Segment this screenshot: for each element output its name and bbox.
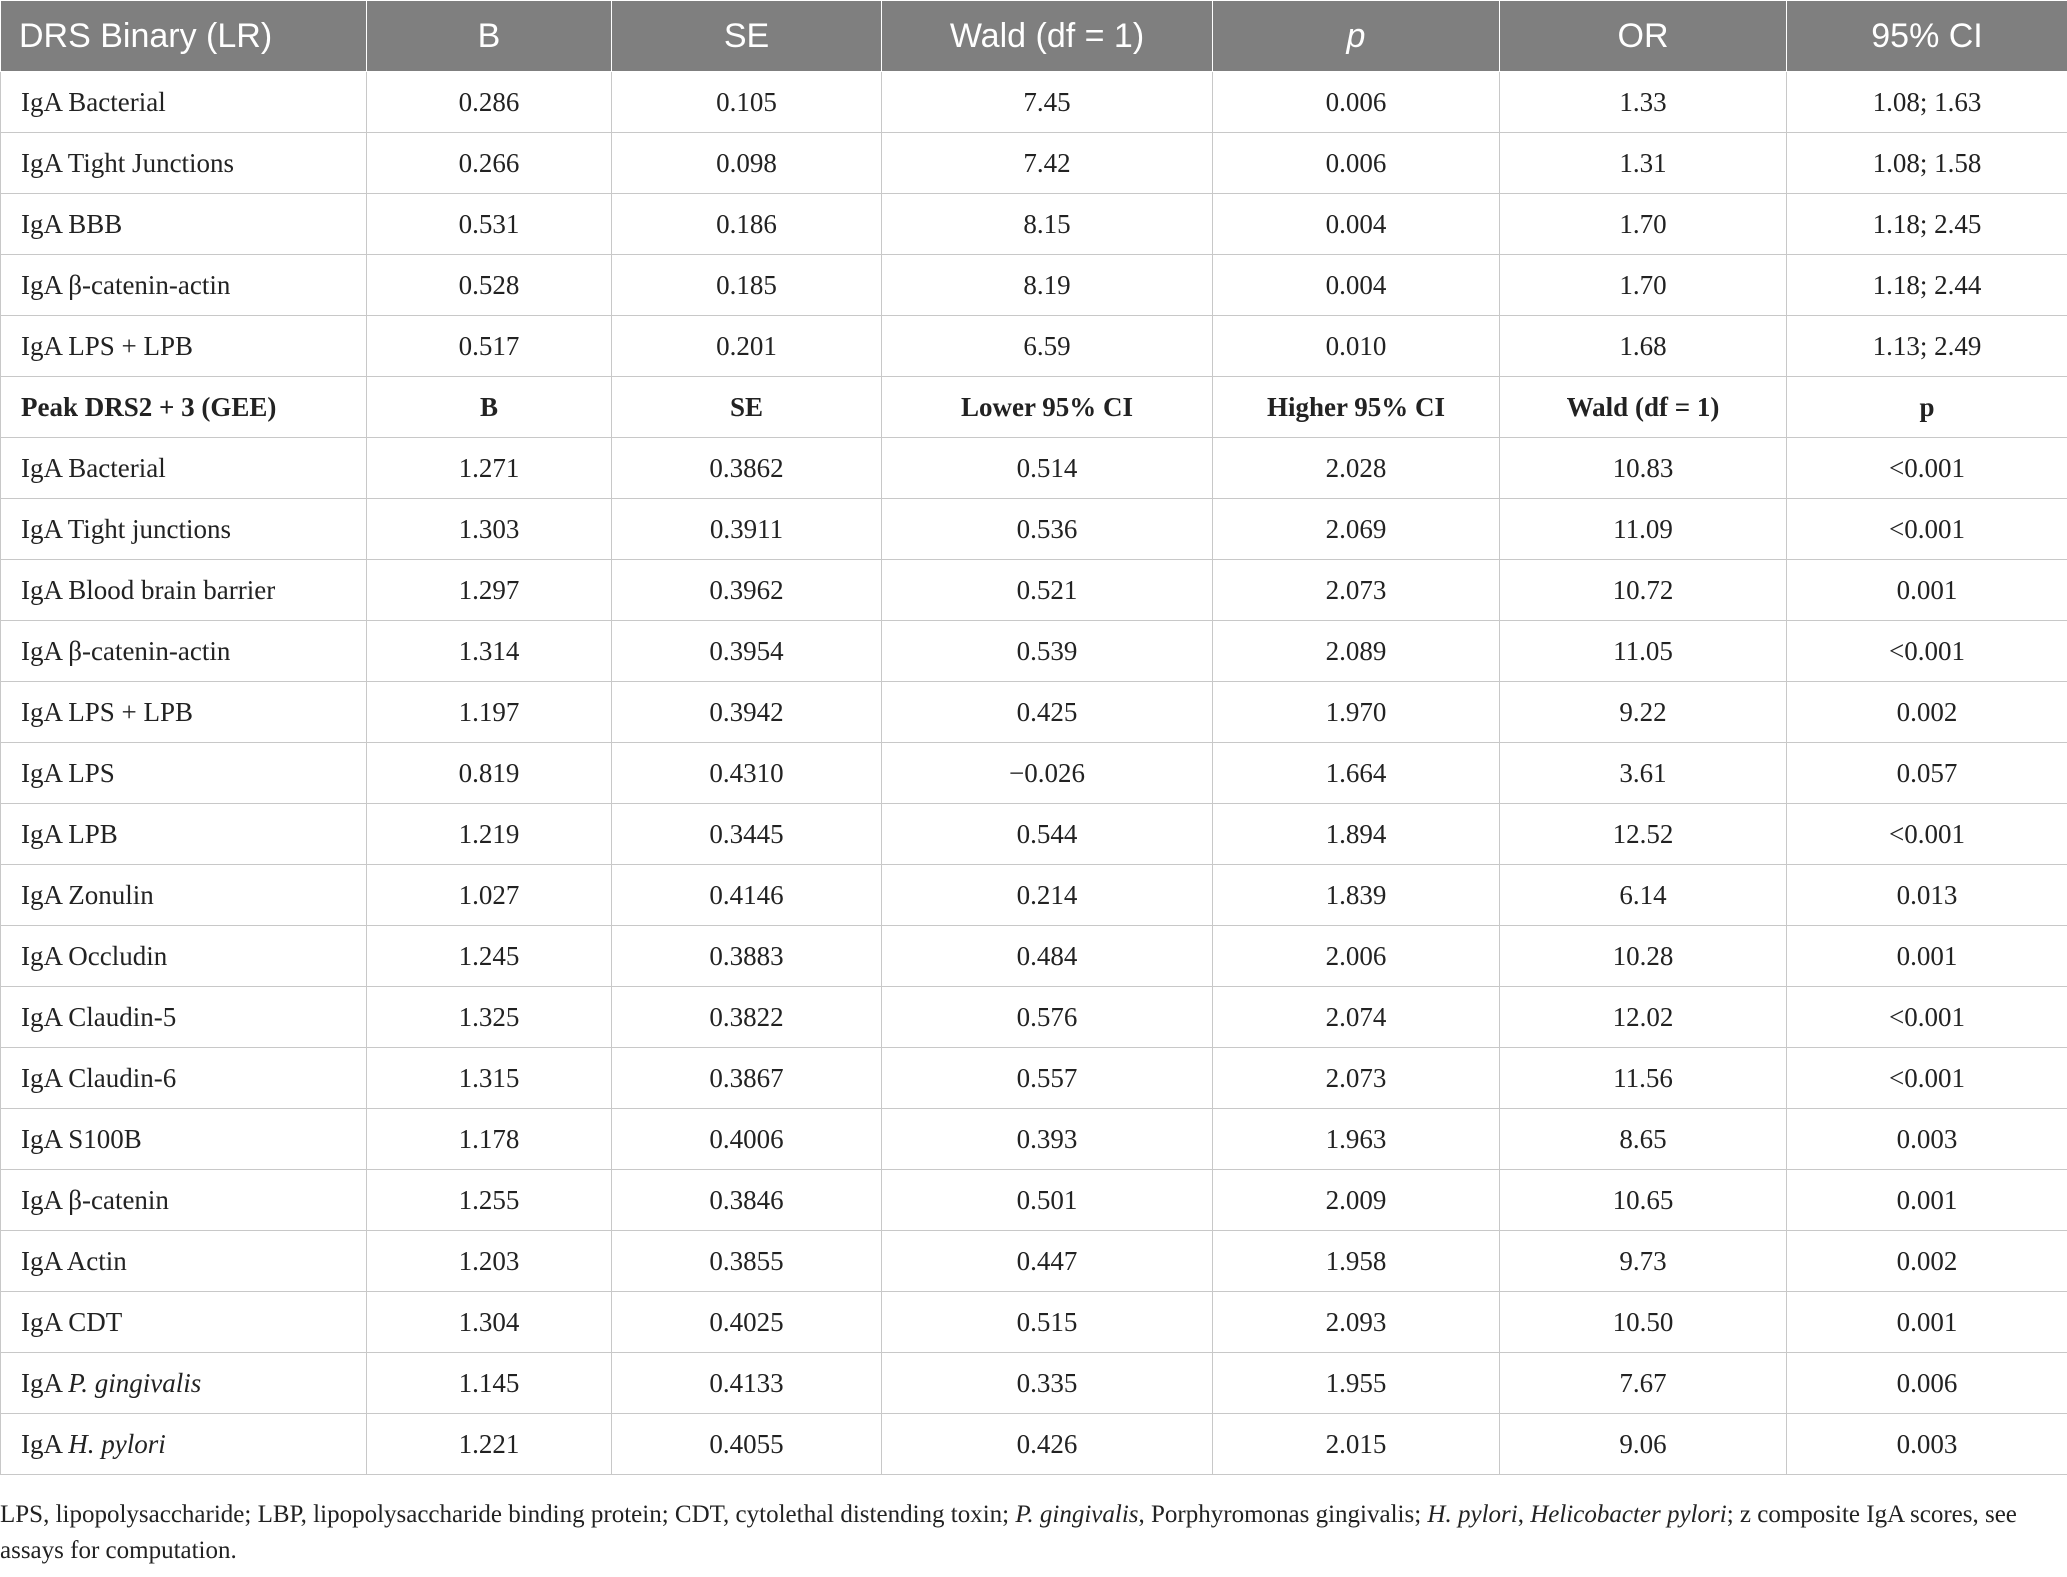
table-cell: 1.221 (367, 1414, 612, 1475)
header-cell: p (1213, 1, 1500, 72)
table-cell: 1.271 (367, 438, 612, 499)
table-cell: 0.4006 (612, 1109, 882, 1170)
table-cell: 0.501 (882, 1170, 1213, 1231)
table-cell: 0.001 (1787, 1170, 2067, 1231)
table-cell: <0.001 (1787, 1048, 2067, 1109)
table-cell: 0.576 (882, 987, 1213, 1048)
table-cell: SE (612, 377, 882, 438)
species-name: P. gingivalis (68, 1367, 202, 1398)
footnote-text: , Porphyromonas gingivalis; (1138, 1501, 1428, 1528)
table-row (1, 1353, 2067, 1414)
table-cell: 1.314 (367, 621, 612, 682)
table-cell: 2.015 (1213, 1414, 1500, 1475)
table-cell: 0.201 (612, 316, 882, 377)
row-label: IgA Bacterial (1, 438, 367, 499)
table-cell: 0.335 (882, 1353, 1213, 1414)
table-cell: −0.026 (882, 743, 1213, 804)
table-row (1, 1292, 2067, 1353)
table-cell: 1.203 (367, 1231, 612, 1292)
row-label: IgA β-catenin-actin (1, 621, 367, 682)
table-cell: 0.001 (1787, 926, 2067, 987)
table-cell: 0.544 (882, 804, 1213, 865)
table-cell: 2.093 (1213, 1292, 1500, 1353)
table-cell: 1.255 (367, 1170, 612, 1231)
row-label: IgA S100B (1, 1109, 367, 1170)
row-label: IgA Claudin-6 (1, 1048, 367, 1109)
table-cell: 1.245 (367, 926, 612, 987)
table-row (1, 499, 2067, 560)
table-cell: 8.65 (1500, 1109, 1787, 1170)
table-cell: 2.006 (1213, 926, 1500, 987)
table-cell: Higher 95% CI (1213, 377, 1500, 438)
table-cell: <0.001 (1787, 804, 2067, 865)
table-cell: 0.4146 (612, 865, 882, 926)
table-cell: 0.531 (367, 194, 612, 255)
table-cell: 0.010 (1213, 316, 1500, 377)
table-cell: 0.4310 (612, 743, 882, 804)
table-cell: 1.33 (1500, 72, 1787, 133)
table-cell: 6.59 (882, 316, 1213, 377)
row-label: IgA Claudin-5 (1, 987, 367, 1048)
table-cell: 0.484 (882, 926, 1213, 987)
row-label: IgA Blood brain barrier (1, 560, 367, 621)
table-cell: 2.074 (1213, 987, 1500, 1048)
header-cell: B (367, 1, 612, 72)
table-cell: 0.536 (882, 499, 1213, 560)
table-cell: 1.027 (367, 865, 612, 926)
row-label: IgA Tight junctions (1, 499, 367, 560)
table-row (1, 255, 2067, 316)
table-cell: 0.003 (1787, 1414, 2067, 1475)
table-cell: 1.31 (1500, 133, 1787, 194)
table-cell: 0.3822 (612, 987, 882, 1048)
header-cell: Wald (df = 1) (882, 1, 1213, 72)
table-cell: 10.65 (1500, 1170, 1787, 1231)
table-cell: 1.178 (367, 1109, 612, 1170)
table-cell: 0.4025 (612, 1292, 882, 1353)
row-label: IgA Zonulin (1, 865, 367, 926)
table-cell: 0.3954 (612, 621, 882, 682)
table-cell: B (367, 377, 612, 438)
table-cell: 0.002 (1787, 1231, 2067, 1292)
table-row (1, 682, 2067, 743)
footnote-text: ; z composite IgA scores, see assays for computation. (0, 1501, 2017, 1564)
row-label: IgA Occludin (1, 926, 367, 987)
table-footnote (0, 1497, 2020, 1569)
table-cell: 1.958 (1213, 1231, 1500, 1292)
table-cell: 2.069 (1213, 499, 1500, 560)
row-label: IgA β-catenin-actin (1, 255, 367, 316)
table-cell: 1.297 (367, 560, 612, 621)
table-cell: 0.214 (882, 865, 1213, 926)
table-cell: p (1787, 377, 2067, 438)
table-row (1, 987, 2067, 1048)
header-cell: 95% CI (1787, 1, 2067, 72)
table-cell: 0.3445 (612, 804, 882, 865)
table-row (1, 1414, 2067, 1475)
table-cell: 1.664 (1213, 743, 1500, 804)
table-cell: Lower 95% CI (882, 377, 1213, 438)
table-cell: 6.14 (1500, 865, 1787, 926)
table-cell: 0.004 (1213, 194, 1500, 255)
table-cell: 0.3846 (612, 1170, 882, 1231)
subheader-row (1, 377, 2067, 438)
table-cell: 0.557 (882, 1048, 1213, 1109)
row-label: IgA Tight Junctions (1, 133, 367, 194)
table-cell: 8.19 (882, 255, 1213, 316)
table-cell: 10.83 (1500, 438, 1787, 499)
row-label: IgA β-catenin (1, 1170, 367, 1231)
table-cell: <0.001 (1787, 438, 2067, 499)
row-label: IgA Actin (1, 1231, 367, 1292)
row-label: IgA LPS + LPB (1, 682, 367, 743)
table-row (1, 804, 2067, 865)
table-cell: Wald (df = 1) (1500, 377, 1787, 438)
table-cell: 8.15 (882, 194, 1213, 255)
table-cell: 0.105 (612, 72, 882, 133)
table-cell: 1.304 (367, 1292, 612, 1353)
table-cell: 0.186 (612, 194, 882, 255)
table-row (1, 194, 2067, 255)
table-cell: 1.303 (367, 499, 612, 560)
table-cell: 1.18; 2.44 (1787, 255, 2067, 316)
species-name: H. pylori (68, 1428, 166, 1459)
row-label: IgA BBB (1, 194, 367, 255)
footnote-text: LPS, lipopolysaccharide; LBP, lipopolysaccharide binding protein; CDT, cytolethal distending toxin; (0, 1501, 1016, 1528)
table-cell: 0.004 (1213, 255, 1500, 316)
table-cell: 11.09 (1500, 499, 1787, 560)
table-cell: <0.001 (1787, 499, 2067, 560)
row-label: Peak DRS2 + 3 (GEE) (1, 377, 367, 438)
table-row (1, 438, 2067, 499)
row-label (1, 1353, 367, 1414)
table-cell: 11.05 (1500, 621, 1787, 682)
table-row (1, 1109, 2067, 1170)
table-cell: 0.3962 (612, 560, 882, 621)
row-label: IgA Bacterial (1, 72, 367, 133)
table-cell: 1.325 (367, 987, 612, 1048)
row-label: IgA LPS (1, 743, 367, 804)
table-cell: 0.447 (882, 1231, 1213, 1292)
table-cell: 1.219 (367, 804, 612, 865)
table-cell: <0.001 (1787, 621, 2067, 682)
table-cell: 9.06 (1500, 1414, 1787, 1475)
table-cell: 0.426 (882, 1414, 1213, 1475)
table-cell: 7.45 (882, 72, 1213, 133)
table-cell: 1.08; 1.63 (1787, 72, 2067, 133)
row-label (1, 1414, 367, 1475)
table-row (1, 743, 2067, 804)
table-cell: 0.528 (367, 255, 612, 316)
row-label: IgA CDT (1, 1292, 367, 1353)
table-row (1, 1048, 2067, 1109)
table-cell: 0.3867 (612, 1048, 882, 1109)
table-cell: 0.098 (612, 133, 882, 194)
table-cell: 2.073 (1213, 1048, 1500, 1109)
table-cell: 2.089 (1213, 621, 1500, 682)
table-cell: 11.56 (1500, 1048, 1787, 1109)
label-prefix: IgA (21, 1367, 69, 1398)
table-row (1, 316, 2067, 377)
table-cell: 1.970 (1213, 682, 1500, 743)
table-cell: 0.521 (882, 560, 1213, 621)
table-cell: 0.515 (882, 1292, 1213, 1353)
table-cell: <0.001 (1787, 987, 2067, 1048)
table-cell: 0.4133 (612, 1353, 882, 1414)
table-cell: 0.001 (1787, 560, 2067, 621)
table-row (1, 865, 2067, 926)
table-cell: 1.839 (1213, 865, 1500, 926)
table-cell: 0.3883 (612, 926, 882, 987)
label-prefix: IgA (21, 1428, 69, 1459)
header-row (1, 1, 2067, 72)
table-cell: 0.185 (612, 255, 882, 316)
header-cell: SE (612, 1, 882, 72)
table-row (1, 72, 2067, 133)
table-cell: 1.70 (1500, 194, 1787, 255)
table-row (1, 621, 2067, 682)
table-cell: 1.315 (367, 1048, 612, 1109)
table-cell: 1.197 (367, 682, 612, 743)
table-cell: 0.3862 (612, 438, 882, 499)
table-row (1, 133, 2067, 194)
table-cell: 0.425 (882, 682, 1213, 743)
table-cell: 0.393 (882, 1109, 1213, 1170)
table-cell: 2.028 (1213, 438, 1500, 499)
table-cell: 12.52 (1500, 804, 1787, 865)
table-row (1, 560, 2067, 621)
header-cell: OR (1500, 1, 1787, 72)
footnote-text: P. gingivalis (1015, 1501, 1139, 1528)
table-cell: 1.955 (1213, 1353, 1500, 1414)
table-cell: 1.08; 1.58 (1787, 133, 2067, 194)
table-cell: 0.514 (882, 438, 1213, 499)
table-cell: 3.61 (1500, 743, 1787, 804)
table-cell: 9.73 (1500, 1231, 1787, 1292)
table-cell: 2.073 (1213, 560, 1500, 621)
table-cell: 10.72 (1500, 560, 1787, 621)
table-cell: 9.22 (1500, 682, 1787, 743)
table-cell: 10.50 (1500, 1292, 1787, 1353)
table-cell: 0.4055 (612, 1414, 882, 1475)
table-cell: 0.266 (367, 133, 612, 194)
table-cell: 1.145 (367, 1353, 612, 1414)
header-cell: DRS Binary (LR) (1, 1, 367, 72)
table-cell: 0.001 (1787, 1292, 2067, 1353)
table-cell: 0.517 (367, 316, 612, 377)
table-cell: 0.006 (1787, 1353, 2067, 1414)
table-cell: 0.003 (1787, 1109, 2067, 1170)
footnote-text: H. pylori (1427, 1501, 1518, 1528)
table-cell: 7.67 (1500, 1353, 1787, 1414)
table-cell: 0.3855 (612, 1231, 882, 1292)
table-cell: 1.894 (1213, 804, 1500, 865)
table-cell: 0.013 (1787, 865, 2067, 926)
table-cell: 0.3911 (612, 499, 882, 560)
table-cell: 0.057 (1787, 743, 2067, 804)
row-label: IgA LPS + LPB (1, 316, 367, 377)
table-row (1, 926, 2067, 987)
table-cell: 7.42 (882, 133, 1213, 194)
table-row (1, 1231, 2067, 1292)
table-cell: 0.006 (1213, 133, 1500, 194)
table-cell: 0.286 (367, 72, 612, 133)
table-body (1, 72, 2067, 1475)
table-cell: 0.002 (1787, 682, 2067, 743)
footnote-text: Helicobacter pylori (1530, 1501, 1727, 1528)
table-cell: 12.02 (1500, 987, 1787, 1048)
footnote-text: , (1517, 1501, 1531, 1528)
table-cell: 1.963 (1213, 1109, 1500, 1170)
table-cell: 1.68 (1500, 316, 1787, 377)
table-cell: 0.006 (1213, 72, 1500, 133)
table-cell: 1.18; 2.45 (1787, 194, 2067, 255)
table-cell: 1.13; 2.49 (1787, 316, 2067, 377)
table-cell: 0.539 (882, 621, 1213, 682)
table-cell: 0.3942 (612, 682, 882, 743)
table-cell: 0.819 (367, 743, 612, 804)
row-label: IgA LPB (1, 804, 367, 865)
table-cell: 10.28 (1500, 926, 1787, 987)
table-row (1, 1170, 2067, 1231)
table-cell: 2.009 (1213, 1170, 1500, 1231)
table-cell: 1.70 (1500, 255, 1787, 316)
